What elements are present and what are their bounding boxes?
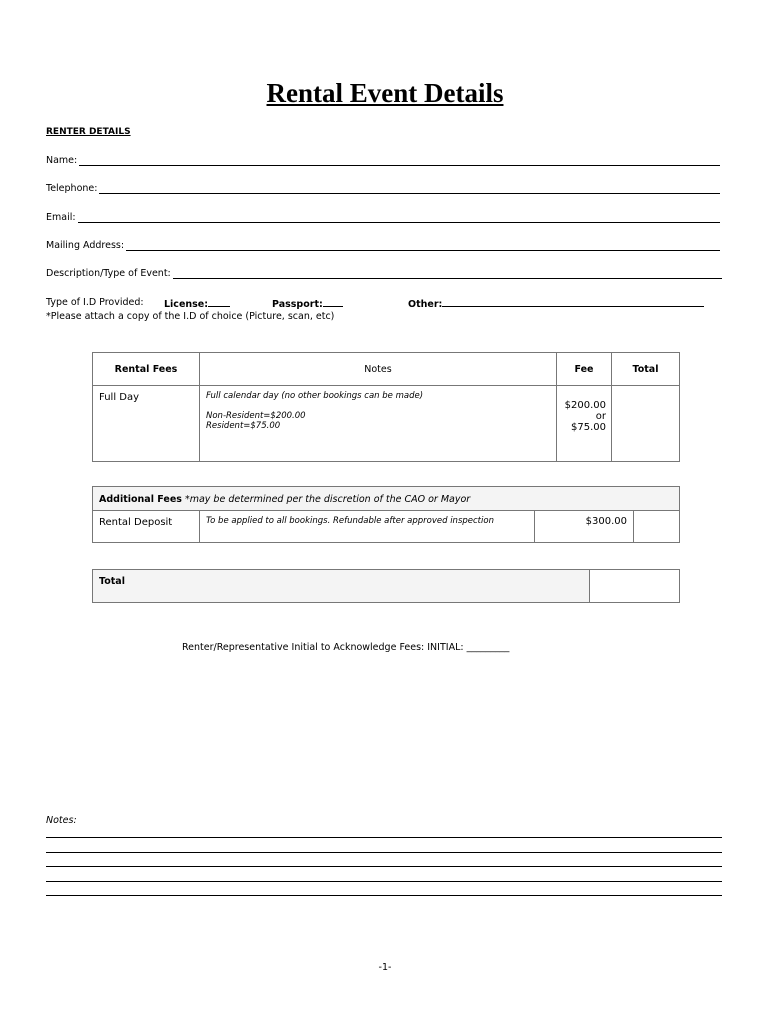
telephone-line[interactable] <box>99 184 720 194</box>
event-description-label: Description/Type of Event: <box>46 268 171 279</box>
email-label: Email: <box>46 212 76 223</box>
full-day-note-1: Full calendar day (no other bookings can be made) <box>206 391 424 401</box>
mailing-address-label: Mailing Address: <box>46 240 125 251</box>
additional-fees-note: *may be determined per the discretion of the CAO or Mayor <box>184 493 471 505</box>
event-description-line[interactable] <box>173 269 722 279</box>
other-id-field[interactable] <box>408 297 704 310</box>
id-attach-note: *Please attach a copy of the I.D of choice (Picture, scan, etc) <box>46 311 335 322</box>
rental-fees-table <box>92 352 680 462</box>
passport-label: Passport: <box>272 299 323 310</box>
full-day-label: Full Day <box>93 386 200 462</box>
notes-line-3[interactable] <box>46 866 722 867</box>
rental-deposit-note: To be applied to all bookings. Refundable after approved inspection <box>200 511 535 543</box>
notes-line-1[interactable] <box>46 837 722 838</box>
rental-deposit-fee: $300.00 <box>535 511 634 543</box>
license-field[interactable] <box>164 297 230 310</box>
id-type-label: Type of I.D Provided: <box>46 297 144 308</box>
name-label: Name: <box>46 155 78 166</box>
full-day-total[interactable] <box>612 386 680 462</box>
header-rental-fees: Rental Fees <box>93 353 200 386</box>
mailing-address-field[interactable] <box>46 240 720 251</box>
full-day-fee-3: $75.00 <box>571 422 606 433</box>
full-day-notes <box>200 386 557 462</box>
other-id-line[interactable] <box>442 297 704 307</box>
license-line[interactable] <box>208 297 230 307</box>
renter-details-heading: RENTER DETAILS <box>46 127 131 137</box>
additional-fees-heading: Additional Fees <box>99 493 182 505</box>
full-day-fee <box>557 386 612 462</box>
full-day-note-2: Non-Resident=$200.00 <box>206 411 306 421</box>
notes-line-5[interactable] <box>46 895 722 896</box>
additional-fees-header <box>93 487 680 511</box>
full-day-fee-2: or <box>595 411 606 422</box>
notes-label: Notes: <box>46 815 77 826</box>
name-field[interactable] <box>46 155 720 166</box>
grand-total-value[interactable] <box>590 570 680 603</box>
notes-line-4[interactable] <box>46 881 722 882</box>
full-day-fee-1: $200.00 <box>564 400 606 411</box>
acknowledge-initial[interactable]: Renter/Representative Initial to Acknowledge Fees: INITIAL: _________ <box>182 642 510 653</box>
passport-line[interactable] <box>323 297 343 307</box>
mailing-address-line[interactable] <box>126 241 720 251</box>
header-notes: Notes <box>200 353 557 386</box>
grand-total-label: Total <box>93 570 590 603</box>
passport-field[interactable] <box>272 297 343 310</box>
additional-fees-table <box>92 486 680 543</box>
page-number: -1- <box>378 962 392 973</box>
email-field[interactable] <box>46 212 720 223</box>
other-id-label: Other: <box>408 299 443 310</box>
header-total: Total <box>612 353 680 386</box>
telephone-field[interactable] <box>46 183 720 194</box>
header-fee: Fee <box>557 353 612 386</box>
rental-deposit-total[interactable] <box>634 511 680 543</box>
full-day-note-3: Resident=$75.00 <box>206 421 281 431</box>
rental-deposit-label: Rental Deposit <box>93 511 200 543</box>
license-label: License: <box>164 299 209 310</box>
name-line[interactable] <box>79 156 720 166</box>
email-line[interactable] <box>78 213 720 223</box>
event-description-field[interactable] <box>46 268 722 279</box>
page-title: Rental Event Details <box>266 78 504 108</box>
notes-line-2[interactable] <box>46 852 722 853</box>
telephone-label: Telephone: <box>46 183 98 194</box>
grand-total-table <box>92 569 680 603</box>
